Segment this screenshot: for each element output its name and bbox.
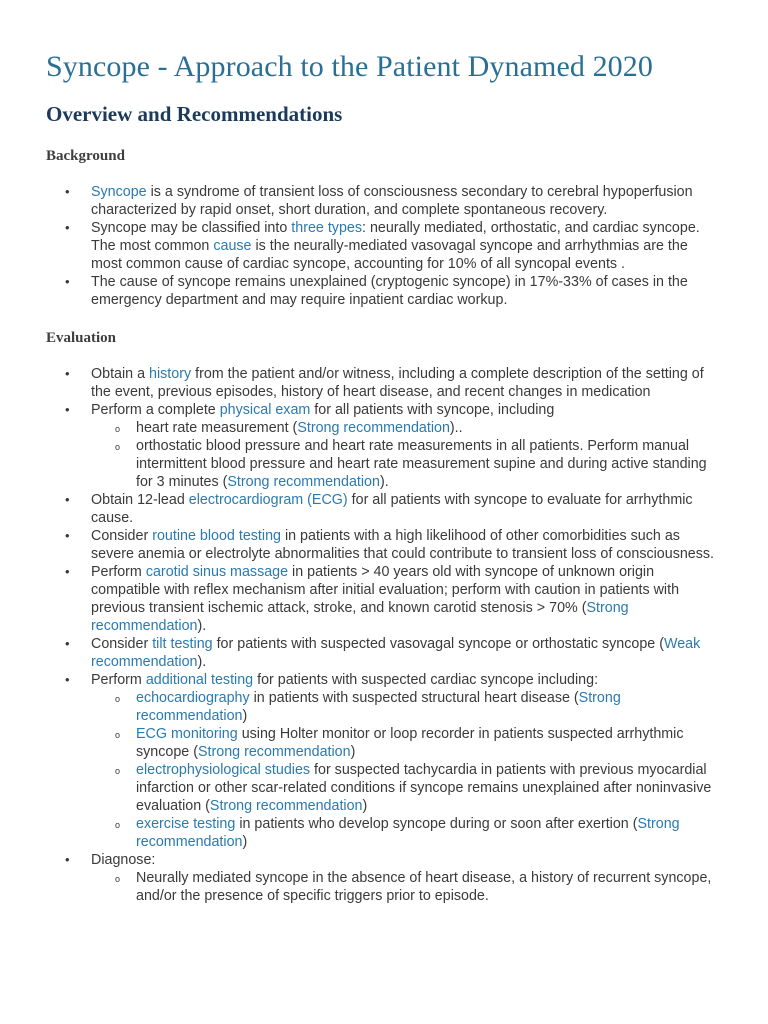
sub-list — [91, 419, 722, 491]
link-strong-recommendation[interactable]: Strong recommendation — [91, 600, 629, 634]
link-strong-recommendation[interactable]: Strong recommendation — [297, 420, 450, 436]
link-additional-testing[interactable]: additional testing — [145, 672, 254, 688]
list-item: • Perform additional testing for patients with suspected cardiac syncope including: o echocardiography in patients with suspected structural heart disease (Strong recommendation) o ECG monitoring using Holter monitor or loop recorder in patients suspected arrhythmic syncope (Strong recommendation) o electrophysiological studies for suspected tachycardia in patients with previous myocardial infarction or other scar-related conditions if syncope remains unexplained after noninvasive evaluation (Strong recommendation) o exercise testing in patients who develop syncope during or soon after exertion (Strong recommendation) — [46, 671, 722, 851]
link-cause[interactable]: cause — [213, 238, 252, 254]
sub-list-item: o ECG monitoring using Holter monitor or loop recorder in patients suspected arrhythmic syncope (Strong recommendation) — [91, 725, 722, 761]
sub-list — [91, 689, 722, 851]
sub-list-item: o electrophysiological studies for suspected tachycardia in patients with previous myocardial infarction or other scar-related conditions if syncope remains unexplained after noninvasive evaluation (Strong recommendation) — [91, 761, 722, 815]
link-exercise-testing[interactable]: exercise testing — [136, 816, 236, 832]
list-item: • Syncope may be classified into three types: neurally mediated, orthostatic, and cardiac syncope. The most common cause is the neurally-mediated vasovagal syncope and arrhythmias are the most common cause of cardiac syncope, accounting for 10% of all syncopal events . — [46, 219, 722, 273]
link-strong-recommendation[interactable]: Strong recommendation — [136, 690, 621, 724]
list-item: • Perform carotid sinus massage in patients > 40 years old with syncope of unknown origin compatible with reflex mechanism after initial evaluation; perform with caution in patients with previous transient ischemic attack, stroke, and known carotid stenosis > 70% (Strong recommendation). — [46, 563, 722, 635]
link-electrophysiological-studies[interactable]: electrophysiological studies — [136, 762, 311, 778]
sub-list — [91, 869, 722, 905]
link-weak-recommendation[interactable]: Weak recommendation — [91, 636, 701, 670]
link-strong-recommendation[interactable]: Strong recommendation — [197, 744, 351, 760]
heading-background: Background — [46, 148, 125, 164]
link-ecg-monitoring[interactable]: ECG monitoring — [136, 726, 238, 742]
link-echocardiography[interactable]: echocardiography — [136, 690, 250, 706]
link-routine-blood-testing[interactable]: routine blood testing — [152, 528, 281, 544]
link-tilt-testing[interactable]: tilt testing — [152, 636, 213, 652]
link-strong-recommendation[interactable]: Strong recommendation — [209, 798, 363, 814]
link-carotid-sinus-massage[interactable]: carotid sinus massage — [145, 564, 289, 580]
evaluation-list — [46, 365, 722, 905]
heading-evaluation: Evaluation — [46, 330, 117, 346]
list-item: • Obtain a history from the patient and/or witness, including a complete description of the setting of the event, previous episodes, history of heart disease, and recent changes in medication — [46, 365, 722, 401]
link-syncope[interactable]: Syncope — [91, 184, 147, 200]
list-item: • The cause of syncope remains unexplained (cryptogenic syncope) in 17%-33% of cases in the emergency department and may require inpatient cardiac workup. — [46, 273, 722, 309]
background-list — [46, 183, 722, 309]
link-physical-exam[interactable]: physical exam — [219, 402, 311, 418]
list-item: • Syncope is a syndrome of transient loss of consciousness secondary to cerebral hypoperfusion characterized by rapid onset, short duration, and complete spontaneous recovery. — [46, 183, 722, 219]
section-title-overview: Overview and Recommendations — [46, 102, 343, 126]
sub-list-item: o exercise testing in patients who develop syncope during or soon after exertion (Strong recommendation) — [91, 815, 722, 851]
list-item: • Obtain 12-lead electrocardiogram (ECG) for all patients with syncope to evaluate for arrhythmic cause. — [46, 491, 722, 527]
list-item: • Consider tilt testing for patients with suspected vasovagal syncope or orthostatic syncope (Weak recommendation). — [46, 635, 722, 671]
link-strong-recommendation[interactable]: Strong recommendation — [136, 816, 680, 850]
link-history[interactable]: history — [149, 366, 192, 382]
sub-list-item: o echocardiography in patients with suspected structural heart disease (Strong recommendation) — [91, 689, 722, 725]
list-item: • Diagnose: o Neurally mediated syncope in the absence of heart disease, a history of recurrent syncope, and/or the presence of specific triggers prior to episode. — [46, 851, 722, 905]
link-three-types[interactable]: three types — [291, 220, 362, 236]
list-item: • Consider routine blood testing in patients with a high likelihood of other comorbidities such as severe anemia or electrolyte abnormalities that could contribute to transient loss of consciousness. — [46, 527, 722, 563]
link-strong-recommendation[interactable]: Strong recommendation — [227, 474, 380, 490]
sub-list-item: o orthostatic blood pressure and heart rate measurements in all patients. Perform manual intermittent blood pressure and heart rate measurement supine and during active standing for 3 minutes (Strong recommendation). — [91, 437, 722, 491]
sub-list-item: o Neurally mediated syncope in the absence of heart disease, a history of recurrent syncope, and/or the presence of specific triggers prior to episode. — [91, 869, 722, 905]
link-electrocardiogram[interactable]: electrocardiogram (ECG) — [188, 492, 348, 508]
list-item: • Perform a complete physical exam for all patients with syncope, including o heart rate measurement (Strong recommendation).. o orthostatic blood pressure and heart rate measurements in all patients. Perform manual intermittent blood pressure and heart rate measurement supine and during active standing for 3 minutes (Strong recommendation). — [46, 401, 722, 491]
document-title: Syncope - Approach to the Patient Dynamed 2020 — [46, 50, 653, 83]
sub-list-item: o heart rate measurement (Strong recommendation).. — [91, 419, 722, 437]
